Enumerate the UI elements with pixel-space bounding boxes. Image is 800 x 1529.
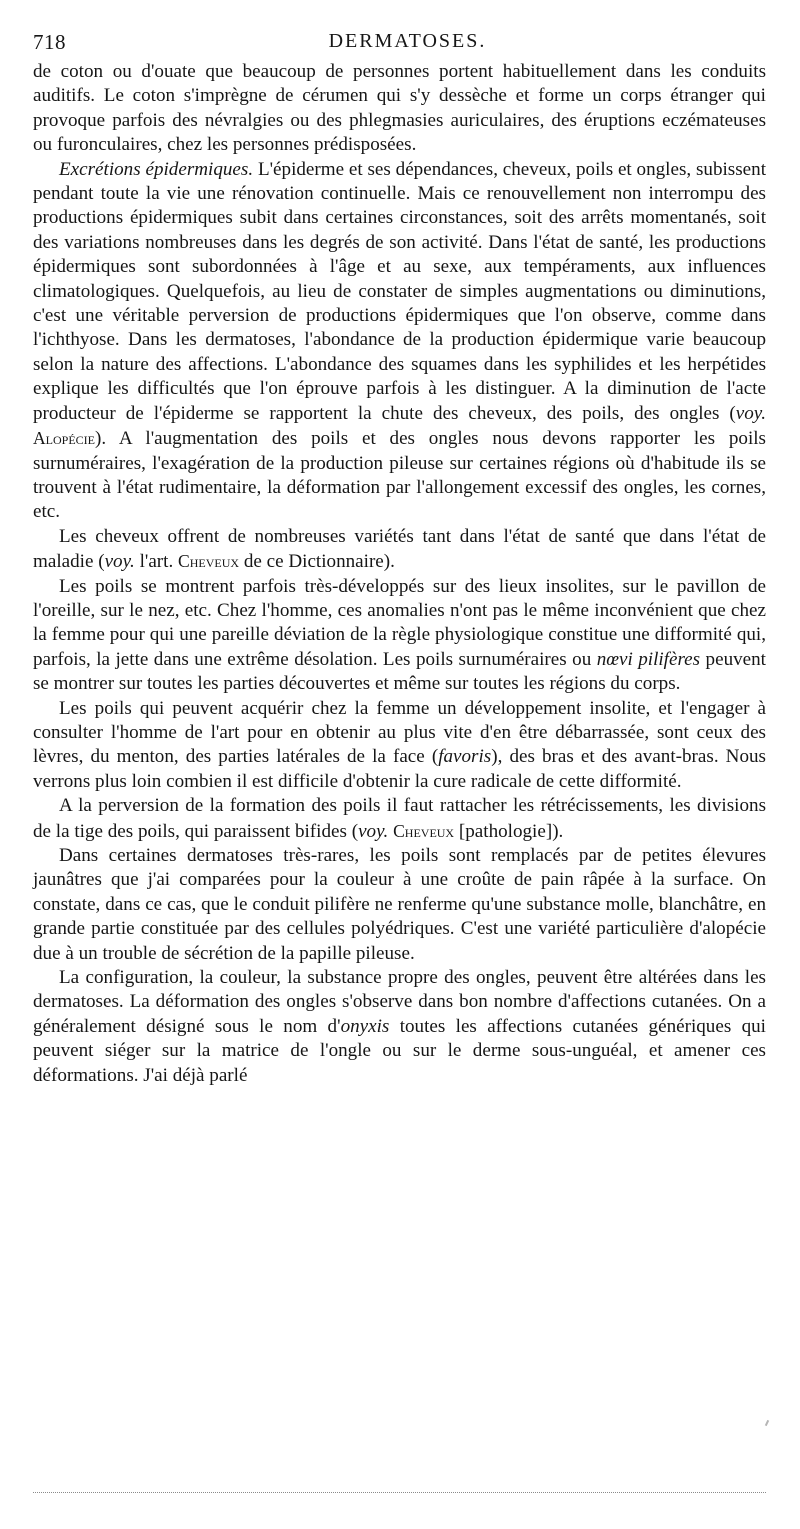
voy-abbrev: voy. [104,551,135,573]
italic-term-naevi: nœvi pilifères [596,648,701,670]
running-title: DERMATOSES. [328,30,487,52]
paragraph-rares-text: Dans certaines dermatoses très-rares, les poils sont remplacés par de petites élevures jaunâtres que j'ai comparées pour la couleur à une croûte de pain râpée à la surface. On constate, dans ce cas, que le conduit pilifère ne renferme qu'une substance molle, blanchâtre, en grande partie constituée par des cellules polyédriques. C'est une variété particulière d'alopécie due à un trouble de sécrétion de la papille pileuse. [33,845,766,964]
italic-term-favoris: favoris [438,746,492,768]
paragraph-cheveux [33,525,766,575]
paragraph-cotton [33,60,766,158]
paragraph-epidermal-text-b: ). A l'augmentation des poils et des ongles nous devons rapporter les poils surnuméraires, l'exagération de la production pileuse sur certaines régions où d'habitude ils se trouvent à l'état rudimentaire, la déformation par l'allongement excessif des ongles, les cornes, etc. [33,428,766,523]
bottom-dotted-rule [33,1492,766,1493]
paragraph-ongles [33,966,766,1088]
paragraph-poils-text-b: peuvent se montrer sur toutes les parties découvertes et même sur toutes les régions du corps. [33,648,766,695]
paragraph-cheveux-text-c: de ce Dictionnaire). [239,551,395,573]
section-heading-excretions: Excrétions épidermiques. [59,158,254,180]
paragraph-femme-text-a: Les poils qui peuvent acquérir chez la femme un développement insolite, et l'engager à consulter l'homme de l'art pour en obtenir au plus vite d'en être débarrassée, sont ceux des lèvres, du menton, des parties latérales de la face ( [33,697,766,768]
paragraph-cheveux-text-a: Les cheveux offrent de nombreuses variétés tant dans l'état de santé que dans l'état de maladie ( [33,525,766,573]
running-head [33,30,768,56]
cross-reference-cheveux-pathologie: Cheveux [393,820,455,841]
print-speck [765,1420,769,1426]
paragraph-ongles-text-a: La configuration, la couleur, la substance propre des ongles, peuvent être altérées dans les dermatoses. La déformation des ongles s'observe dans bon nombre d'affections cutanées. On a généralement désigné sous le nom d' [33,967,766,1037]
page-number: 718 [33,30,66,54]
paragraph-poils-insolites [33,575,766,697]
italic-term-onyxis: onyxis [340,1015,390,1037]
paragraph-femme-text-b: ), des bras et des avant-bras. Nous verrons plus loin combien il est difficile d'obtenir la cure radicale de cette difformité. [33,746,766,792]
cross-reference-alopecie: Alopécie [33,428,96,449]
paragraph-poils-text-a: Les poils se montrent parfois très-développés sur des lieux insolites, sur le pavillon de l'oreille, sur le nez, etc. Chez l'homme, ces anomalies n'ont pas le même inconvénient que chez la femme pour qui une pareille déviation de la règle physiologique constitue une difformité qui, parfois, la jette dans une extrême désolation. Les poils surnuméraires ou [33,575,766,670]
paragraph-cheveux-text-b: l'art. [134,551,179,573]
paragraph-poils-femme [33,697,766,795]
paragraph-perversion [33,794,766,844]
paragraph-ongles-text-b: toutes les affections cutanées génériques qui peuvent siéger sur la matrice de l'ongle ou sur le derme sous-unguéal, et amener ces déformations. J'ai déjà parlé [33,1015,766,1086]
cross-reference-cheveux: Cheveux [178,551,240,572]
paragraph-perversion-text-c: [pathologie]). [454,820,564,842]
paragraph-cotton-text: de coton ou d'ouate que beaucoup de personnes portent habituellement dans les conduits auditifs. Le coton s'imprègne de cérumen qui s'y dessèche et forme un corps étranger qui provoque parfois des névralgies ou des phlegmasies auriculaires, des éruptions eczémateuses ou furonculaires, chez les personnes prédisposées. [33,61,766,156]
paragraph-perversion-text-a: A la perversion de la formation des poils il faut rattacher les rétrécissements, les divisions de la tige des poils, qui paraissent bifides ( [33,795,766,842]
voy-abbrev: voy. [735,402,766,424]
paragraph-epidermal-excretions [33,158,766,525]
paragraph-dermatoses-rares [33,844,766,966]
paragraph-epidermal-text-a: L'épiderme et ses dépendances, cheveux, poils et ongles, subissent pendant toute la vie une rénovation continuelle. Mais ce renouvellement non interrompu des productions épidermiques subit dans certaines circonstances, soit des arrêts momentanés, soit des variations nombreuses dans les degrés de son activité. Dans l'état de santé, les productions épidermiques sont subordonnées à l'âge et au sexe, aux tempéraments, aux influences climatologiques. Quelquefois, au lieu de constater de simples augmentations ou diminutions, c'est une véritable perversion de productions épidermiques que l'on observe, comme dans l'ichthyose. Dans les dermatoses, l'abondance de la production épidermique varie beaucoup selon la nature des affections. L'abondance des squames dans les syphilides et les herpétides explique les difficultés que l'on éprouve parfois à les distinguer. A la diminution de l'acte producteur de l'épiderme se rapportent la chute des cheveux, des poils, des ongles ( [33,158,766,424]
body-text [33,60,766,1088]
voy-abbrev: voy. [358,820,389,842]
